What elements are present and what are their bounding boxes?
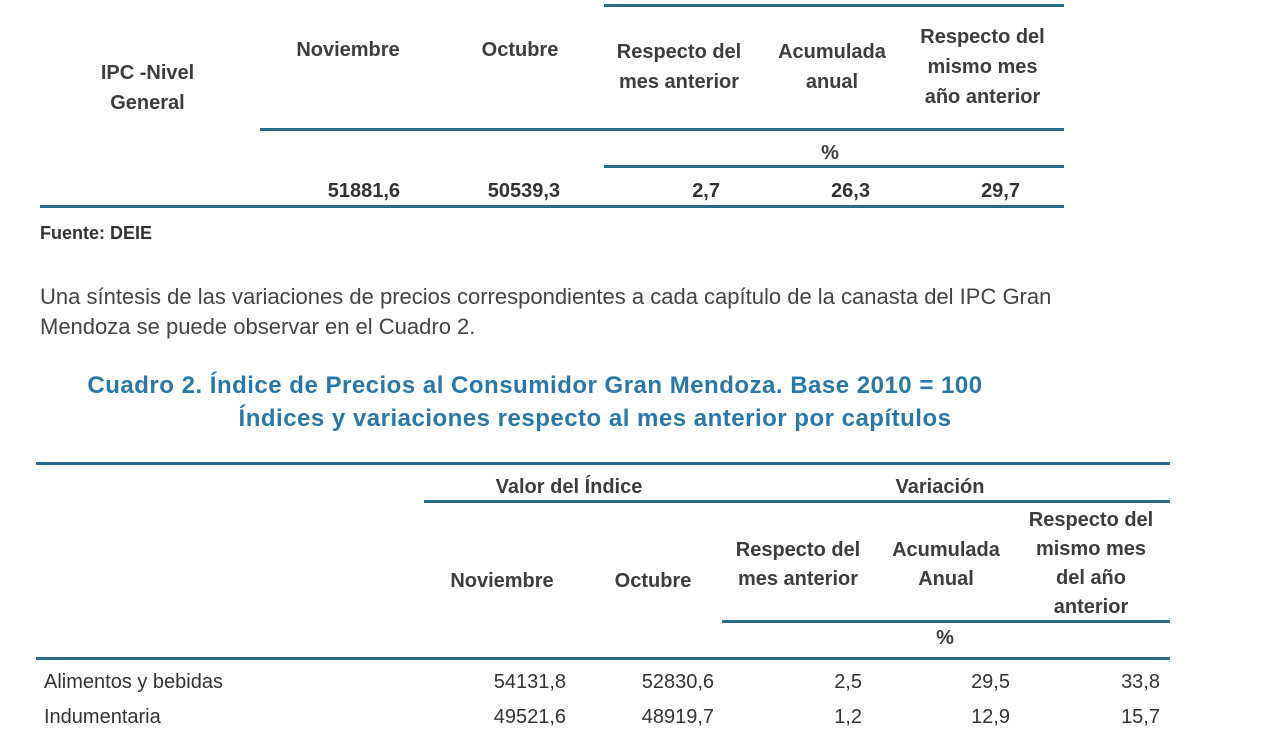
table1-value-octubre: 50539,3 (487, 180, 560, 202)
table1-value-mismo-mes: 29,7 (981, 180, 1020, 202)
table1-unit-rule (604, 165, 1064, 168)
row-value-respecto-mes: 2,5 (834, 671, 862, 693)
cuadro2-unit-percent: % (936, 627, 954, 649)
source-note: Fuente: DEIE (40, 223, 153, 243)
cuadro2-col-respecto-mes: Respecto del mes anterior (735, 539, 861, 590)
row-label: Alimentos y bebidas (44, 671, 223, 693)
row-value-respecto-mes: 1,2 (834, 706, 862, 728)
table1-col-respecto-mes: Respecto del mes anterior (616, 41, 742, 93)
table1-value-noviembre: 51881,6 (327, 180, 400, 202)
cuadro2-group-variacion: Variación (895, 476, 985, 498)
table1-row-label: IPC -Nivel General (100, 62, 195, 114)
cuadro2-group-rule (424, 500, 1170, 503)
table1-col-mismo-mes: Respecto del mismo mes año anterior (920, 26, 1045, 108)
row-label: Indumentaria (44, 706, 161, 728)
cuadro2-header-rule (722, 620, 1170, 623)
table1-col-acumulada: Acumulada anual (778, 41, 886, 93)
cuadro2-top-rule (36, 462, 1170, 465)
row-value-noviembre: 54131,8 (493, 671, 566, 693)
cuadro2-col-noviembre: Noviembre (450, 570, 554, 592)
cuadro2-title-line2: Índices y variaciones respecto al mes anterior por capítulos (238, 405, 952, 432)
table1-unit-percent: % (821, 142, 839, 164)
table1-col-octubre: Octubre (481, 39, 559, 61)
row-value-acumulada: 29,5 (971, 671, 1010, 693)
row-value-mismo-mes: 15,7 (1121, 706, 1160, 728)
row-value-mismo-mes: 33,8 (1121, 671, 1160, 693)
table1-col-noviembre: Noviembre (296, 39, 400, 61)
cuadro2-title-line1: Cuadro 2. Índice de Precios al Consumidor Gran Mendoza. Base 2010 = 100 (87, 372, 983, 399)
table1-value-acumulada: 26,3 (831, 180, 870, 202)
cuadro2-col-octubre: Octubre (614, 570, 692, 592)
row-value-acumulada: 12,9 (971, 706, 1010, 728)
table1-header-rule (260, 128, 1064, 131)
cuadro2-col-mismo-mes: Respecto del mismo mes del año anterior (1028, 509, 1154, 618)
cuadro2-body-rule (36, 657, 1170, 660)
table1-bottom-rule (40, 205, 1064, 208)
cuadro2-col-acumulada: Acumulada Anual (892, 539, 1000, 590)
cuadro2-group-valor: Valor del Índice (495, 476, 643, 498)
intro-paragraph: Una síntesis de las variaciones de precios correspondientes a cada capítulo de la canasta del IPC Gran Mendoza se puede observar en el Cuadro 2. (40, 284, 1052, 339)
row-value-octubre: 52830,6 (641, 671, 714, 693)
row-value-noviembre: 49521,6 (493, 706, 566, 728)
table1-top-rule (604, 4, 1064, 7)
row-value-octubre: 48919,7 (641, 706, 714, 728)
table1-value-respecto-mes: 2,7 (692, 180, 720, 202)
